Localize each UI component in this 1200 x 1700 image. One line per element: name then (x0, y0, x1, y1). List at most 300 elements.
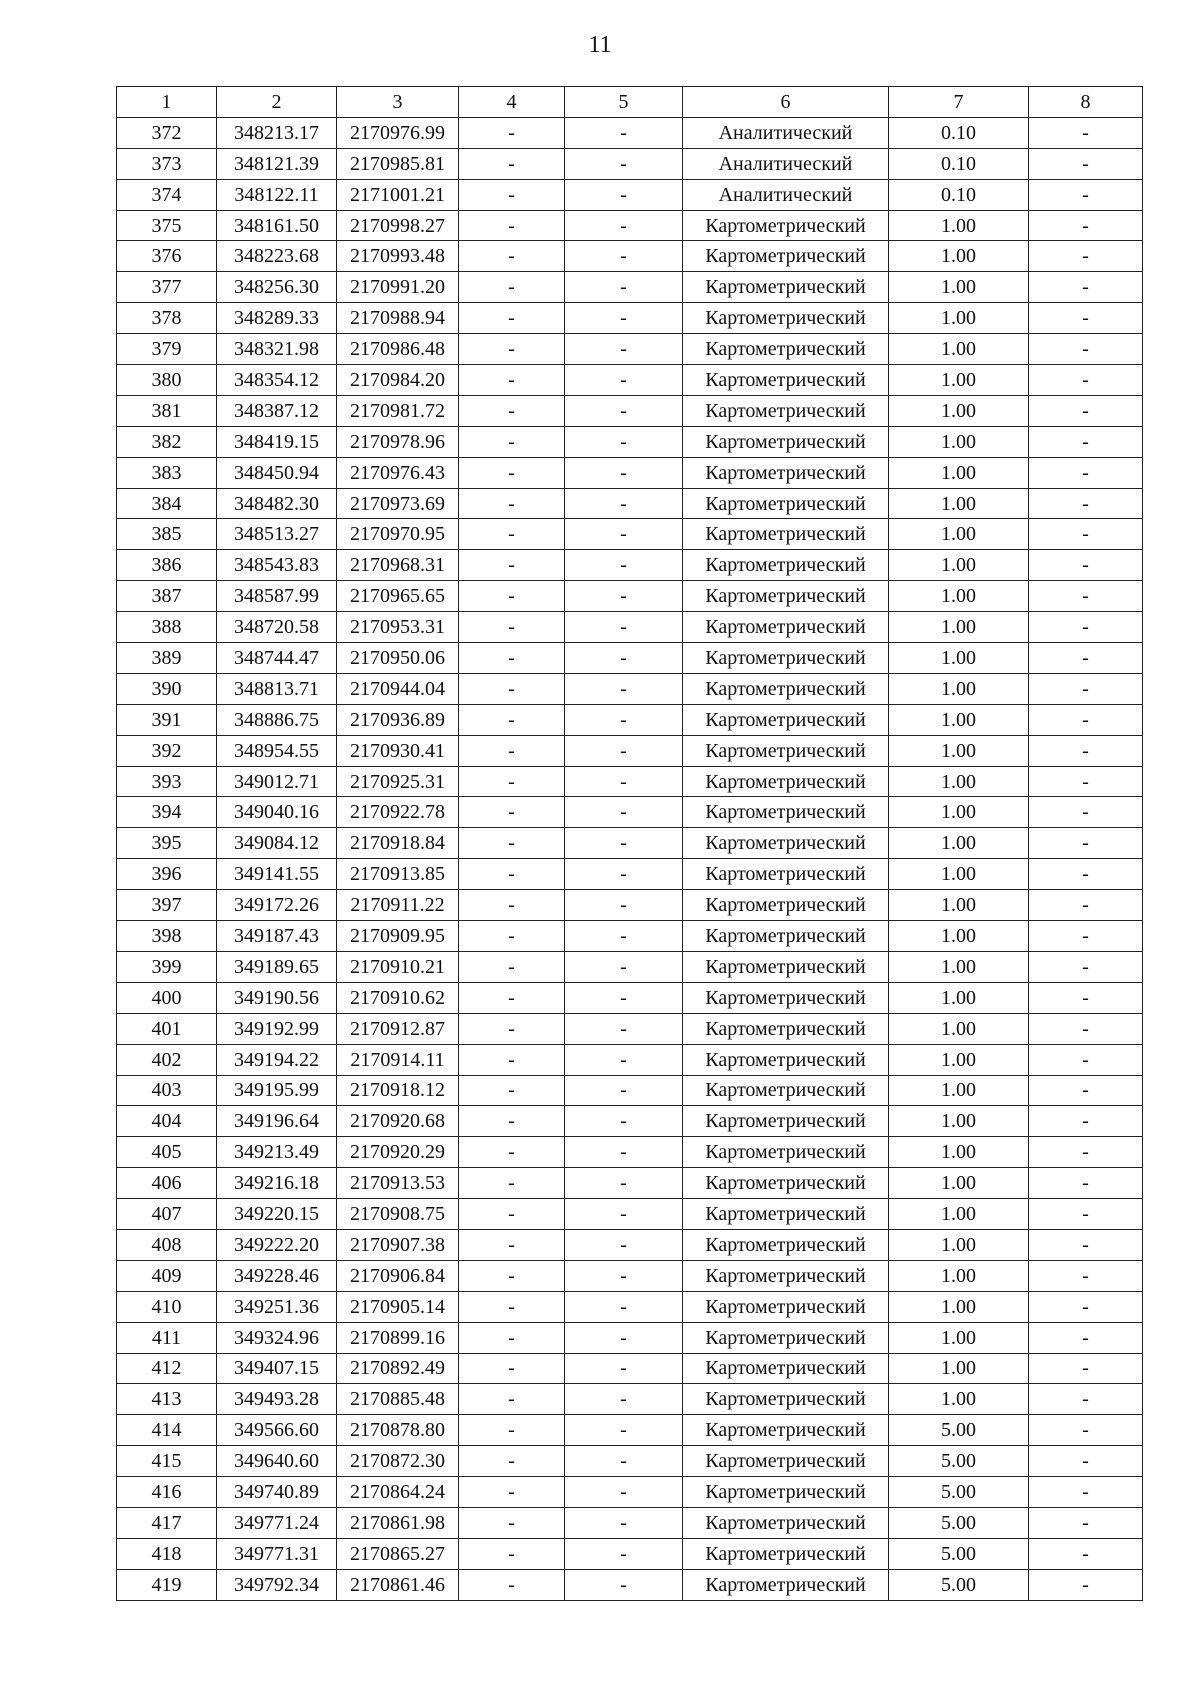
point-number-cell: 384 (117, 488, 217, 519)
method-cell: Картометрический (683, 1446, 889, 1477)
column-8-cell: - (1029, 581, 1143, 612)
point-number-cell: 397 (117, 890, 217, 921)
x-coordinate-cell: 349187.43 (217, 921, 337, 952)
point-number-cell: 400 (117, 982, 217, 1013)
table-row (117, 1569, 1143, 1600)
accuracy-cell: 1.00 (889, 1384, 1029, 1415)
y-coordinate-cell: 2170968.31 (337, 550, 459, 581)
y-coordinate-cell: 2170914.11 (337, 1044, 459, 1075)
column-8-cell: - (1029, 704, 1143, 735)
accuracy-cell: 1.00 (889, 241, 1029, 272)
x-coordinate-cell: 349040.16 (217, 797, 337, 828)
column-4-cell: - (459, 303, 565, 334)
accuracy-cell: 0.10 (889, 148, 1029, 179)
x-coordinate-cell: 348223.68 (217, 241, 337, 272)
table-row (117, 1260, 1143, 1291)
x-coordinate-cell: 349172.26 (217, 890, 337, 921)
column-8-cell: - (1029, 272, 1143, 303)
column-4-cell: - (459, 1260, 565, 1291)
column-4-cell: - (459, 395, 565, 426)
table-row (117, 148, 1143, 179)
point-number-cell: 389 (117, 643, 217, 674)
y-coordinate-cell: 2170970.95 (337, 519, 459, 550)
point-number-cell: 382 (117, 426, 217, 457)
accuracy-cell: 1.00 (889, 735, 1029, 766)
column-5-cell: - (565, 210, 683, 241)
x-coordinate-cell: 348419.15 (217, 426, 337, 457)
column-4-cell: - (459, 1075, 565, 1106)
accuracy-cell: 1.00 (889, 457, 1029, 488)
accuracy-cell: 1.00 (889, 581, 1029, 612)
method-cell: Картометрический (683, 1260, 889, 1291)
column-8-cell: - (1029, 643, 1143, 674)
accuracy-cell: 1.00 (889, 1322, 1029, 1353)
x-coordinate-cell: 349012.71 (217, 766, 337, 797)
column-5-cell: - (565, 303, 683, 334)
method-cell: Картометрический (683, 1168, 889, 1199)
column-4-cell: - (459, 1353, 565, 1384)
method-cell: Картометрический (683, 1106, 889, 1137)
x-coordinate-cell: 349771.24 (217, 1507, 337, 1538)
method-cell: Картометрический (683, 1384, 889, 1415)
column-4-cell: - (459, 365, 565, 396)
accuracy-cell: 1.00 (889, 488, 1029, 519)
column-8-cell: - (1029, 1075, 1143, 1106)
column-5-cell: - (565, 735, 683, 766)
accuracy-cell: 1.00 (889, 1168, 1029, 1199)
x-coordinate-cell: 348482.30 (217, 488, 337, 519)
column-5-cell: - (565, 1569, 683, 1600)
method-cell: Картометрический (683, 365, 889, 396)
point-number-cell: 377 (117, 272, 217, 303)
x-coordinate-cell: 349740.89 (217, 1477, 337, 1508)
accuracy-cell: 1.00 (889, 704, 1029, 735)
point-number-cell: 372 (117, 117, 217, 148)
column-5-cell: - (565, 1075, 683, 1106)
column-5-cell: - (565, 488, 683, 519)
x-coordinate-cell: 348256.30 (217, 272, 337, 303)
column-8-cell: - (1029, 612, 1143, 643)
accuracy-cell: 1.00 (889, 1229, 1029, 1260)
column-4-cell: - (459, 612, 565, 643)
accuracy-cell: 1.00 (889, 365, 1029, 396)
method-cell: Картометрический (683, 581, 889, 612)
column-4-cell: - (459, 766, 565, 797)
y-coordinate-cell: 2170998.27 (337, 210, 459, 241)
point-number-cell: 394 (117, 797, 217, 828)
method-cell: Картометрический (683, 890, 889, 921)
column-5-cell: - (565, 1477, 683, 1508)
method-cell: Картометрический (683, 334, 889, 365)
method-cell: Картометрический (683, 1229, 889, 1260)
method-cell: Картометрический (683, 303, 889, 334)
accuracy-cell: 1.00 (889, 519, 1029, 550)
x-coordinate-cell: 349084.12 (217, 828, 337, 859)
column-header: 7 (889, 87, 1029, 118)
column-4-cell: - (459, 951, 565, 982)
y-coordinate-cell: 2170936.89 (337, 704, 459, 735)
table-row (117, 643, 1143, 674)
point-number-cell: 413 (117, 1384, 217, 1415)
point-number-cell: 393 (117, 766, 217, 797)
method-cell: Картометрический (683, 1044, 889, 1075)
y-coordinate-cell: 2170865.27 (337, 1538, 459, 1569)
column-5-cell: - (565, 766, 683, 797)
column-5-cell: - (565, 1168, 683, 1199)
point-number-cell: 376 (117, 241, 217, 272)
table-row (117, 797, 1143, 828)
y-coordinate-cell: 2170885.48 (337, 1384, 459, 1415)
x-coordinate-cell: 348720.58 (217, 612, 337, 643)
method-cell: Картометрический (683, 1322, 889, 1353)
method-cell: Картометрический (683, 1569, 889, 1600)
x-coordinate-cell: 348450.94 (217, 457, 337, 488)
column-5-cell: - (565, 921, 683, 952)
point-number-cell: 383 (117, 457, 217, 488)
method-cell: Картометрический (683, 1538, 889, 1569)
column-header: 3 (337, 87, 459, 118)
column-8-cell: - (1029, 1044, 1143, 1075)
column-5-cell: - (565, 272, 683, 303)
method-cell: Картометрический (683, 612, 889, 643)
x-coordinate-cell: 348813.71 (217, 673, 337, 704)
column-4-cell: - (459, 519, 565, 550)
column-8-cell: - (1029, 1322, 1143, 1353)
column-4-cell: - (459, 1446, 565, 1477)
column-8-cell: - (1029, 1291, 1143, 1322)
column-8-cell: - (1029, 1013, 1143, 1044)
method-cell: Картометрический (683, 519, 889, 550)
table-row (117, 488, 1143, 519)
column-8-cell: - (1029, 1384, 1143, 1415)
table-row (117, 735, 1143, 766)
point-number-cell: 417 (117, 1507, 217, 1538)
accuracy-cell: 1.00 (889, 1199, 1029, 1230)
method-cell: Картометрический (683, 210, 889, 241)
accuracy-cell: 5.00 (889, 1569, 1029, 1600)
y-coordinate-cell: 2170993.48 (337, 241, 459, 272)
accuracy-cell: 0.10 (889, 117, 1029, 148)
y-coordinate-cell: 2170918.84 (337, 828, 459, 859)
accuracy-cell: 5.00 (889, 1538, 1029, 1569)
column-4-cell: - (459, 334, 565, 365)
x-coordinate-cell: 348161.50 (217, 210, 337, 241)
point-number-cell: 404 (117, 1106, 217, 1137)
x-coordinate-cell: 349324.96 (217, 1322, 337, 1353)
y-coordinate-cell: 2170986.48 (337, 334, 459, 365)
column-8-cell: - (1029, 117, 1143, 148)
table-row (117, 828, 1143, 859)
column-4-cell: - (459, 828, 565, 859)
column-8-cell: - (1029, 890, 1143, 921)
table-row (117, 365, 1143, 396)
method-cell: Картометрический (683, 1291, 889, 1322)
x-coordinate-cell: 349141.55 (217, 859, 337, 890)
table-row (117, 241, 1143, 272)
x-coordinate-cell: 349493.28 (217, 1384, 337, 1415)
column-5-cell: - (565, 828, 683, 859)
column-5-cell: - (565, 457, 683, 488)
column-8-cell: - (1029, 1106, 1143, 1137)
accuracy-cell: 1.00 (889, 334, 1029, 365)
point-number-cell: 379 (117, 334, 217, 365)
column-5-cell: - (565, 1322, 683, 1353)
x-coordinate-cell: 348886.75 (217, 704, 337, 735)
column-4-cell: - (459, 1291, 565, 1322)
column-8-cell: - (1029, 426, 1143, 457)
y-coordinate-cell: 2170965.65 (337, 581, 459, 612)
table-row (117, 1199, 1143, 1230)
column-8-cell: - (1029, 1137, 1143, 1168)
point-number-cell: 398 (117, 921, 217, 952)
table-row (117, 426, 1143, 457)
point-number-cell: 387 (117, 581, 217, 612)
x-coordinate-cell: 349190.56 (217, 982, 337, 1013)
column-8-cell: - (1029, 365, 1143, 396)
column-header: 5 (565, 87, 683, 118)
y-coordinate-cell: 2170905.14 (337, 1291, 459, 1322)
table-row (117, 766, 1143, 797)
accuracy-cell: 1.00 (889, 982, 1029, 1013)
column-4-cell: - (459, 982, 565, 1013)
table-body (117, 117, 1143, 1600)
x-coordinate-cell: 349771.31 (217, 1538, 337, 1569)
method-cell: Картометрический (683, 1199, 889, 1230)
point-number-cell: 374 (117, 179, 217, 210)
column-5-cell: - (565, 797, 683, 828)
point-number-cell: 415 (117, 1446, 217, 1477)
table-row (117, 1353, 1143, 1384)
column-5-cell: - (565, 1106, 683, 1137)
method-cell: Картометрический (683, 272, 889, 303)
accuracy-cell: 1.00 (889, 1353, 1029, 1384)
table-row (117, 1229, 1143, 1260)
column-8-cell: - (1029, 179, 1143, 210)
column-5-cell: - (565, 581, 683, 612)
point-number-cell: 412 (117, 1353, 217, 1384)
accuracy-cell: 1.00 (889, 612, 1029, 643)
y-coordinate-cell: 2170988.94 (337, 303, 459, 334)
column-4-cell: - (459, 1168, 565, 1199)
column-4-cell: - (459, 643, 565, 674)
y-coordinate-cell: 2171001.21 (337, 179, 459, 210)
column-5-cell: - (565, 951, 683, 982)
column-5-cell: - (565, 1415, 683, 1446)
x-coordinate-cell: 348387.12 (217, 395, 337, 426)
column-header: 2 (217, 87, 337, 118)
x-coordinate-cell: 349222.20 (217, 1229, 337, 1260)
y-coordinate-cell: 2170978.96 (337, 426, 459, 457)
table-header-row (117, 87, 1143, 118)
column-5-cell: - (565, 1538, 683, 1569)
table-row (117, 859, 1143, 890)
x-coordinate-cell: 348744.47 (217, 643, 337, 674)
column-4-cell: - (459, 272, 565, 303)
page-number: 11 (588, 32, 612, 58)
column-5-cell: - (565, 1013, 683, 1044)
column-8-cell: - (1029, 982, 1143, 1013)
x-coordinate-cell: 349251.36 (217, 1291, 337, 1322)
y-coordinate-cell: 2170976.43 (337, 457, 459, 488)
accuracy-cell: 1.00 (889, 210, 1029, 241)
method-cell: Картометрический (683, 1013, 889, 1044)
method-cell: Картометрический (683, 395, 889, 426)
column-5-cell: - (565, 550, 683, 581)
column-5-cell: - (565, 1137, 683, 1168)
column-5-cell: - (565, 1291, 683, 1322)
point-number-cell: 385 (117, 519, 217, 550)
column-8-cell: - (1029, 1168, 1143, 1199)
accuracy-cell: 1.00 (889, 1260, 1029, 1291)
y-coordinate-cell: 2170878.80 (337, 1415, 459, 1446)
accuracy-cell: 5.00 (889, 1415, 1029, 1446)
table-row (117, 1044, 1143, 1075)
x-coordinate-cell: 349189.65 (217, 951, 337, 982)
column-4-cell: - (459, 735, 565, 766)
column-8-cell: - (1029, 303, 1143, 334)
point-number-cell: 419 (117, 1569, 217, 1600)
point-number-cell: 391 (117, 704, 217, 735)
table-row (117, 1446, 1143, 1477)
point-number-cell: 399 (117, 951, 217, 982)
point-number-cell: 396 (117, 859, 217, 890)
table-row (117, 673, 1143, 704)
column-8-cell: - (1029, 457, 1143, 488)
table-row (117, 303, 1143, 334)
point-number-cell: 395 (117, 828, 217, 859)
y-coordinate-cell: 2170925.31 (337, 766, 459, 797)
table-row (117, 1322, 1143, 1353)
table-row (117, 612, 1143, 643)
method-cell: Аналитический (683, 179, 889, 210)
method-cell: Картометрический (683, 704, 889, 735)
accuracy-cell: 1.00 (889, 550, 1029, 581)
y-coordinate-cell: 2170910.62 (337, 982, 459, 1013)
method-cell: Аналитический (683, 148, 889, 179)
y-coordinate-cell: 2170913.53 (337, 1168, 459, 1199)
point-number-cell: 380 (117, 365, 217, 396)
column-5-cell: - (565, 1260, 683, 1291)
method-cell: Аналитический (683, 117, 889, 148)
column-8-cell: - (1029, 241, 1143, 272)
point-number-cell: 416 (117, 1477, 217, 1508)
point-number-cell: 403 (117, 1075, 217, 1106)
x-coordinate-cell: 348321.98 (217, 334, 337, 365)
x-coordinate-cell: 348122.11 (217, 179, 337, 210)
column-4-cell: - (459, 1538, 565, 1569)
x-coordinate-cell: 349640.60 (217, 1446, 337, 1477)
y-coordinate-cell: 2170950.06 (337, 643, 459, 674)
column-8-cell: - (1029, 334, 1143, 365)
y-coordinate-cell: 2170861.46 (337, 1569, 459, 1600)
column-5-cell: - (565, 117, 683, 148)
point-number-cell: 390 (117, 673, 217, 704)
column-8-cell: - (1029, 797, 1143, 828)
accuracy-cell: 1.00 (889, 766, 1029, 797)
table-row (117, 704, 1143, 735)
accuracy-cell: 1.00 (889, 951, 1029, 982)
table-row (117, 550, 1143, 581)
y-coordinate-cell: 2170981.72 (337, 395, 459, 426)
point-number-cell: 405 (117, 1137, 217, 1168)
y-coordinate-cell: 2170922.78 (337, 797, 459, 828)
accuracy-cell: 1.00 (889, 1075, 1029, 1106)
y-coordinate-cell: 2170984.20 (337, 365, 459, 396)
x-coordinate-cell: 349792.34 (217, 1569, 337, 1600)
table-row (117, 179, 1143, 210)
x-coordinate-cell: 348954.55 (217, 735, 337, 766)
column-5-cell: - (565, 859, 683, 890)
point-number-cell: 388 (117, 612, 217, 643)
column-5-cell: - (565, 519, 683, 550)
column-8-cell: - (1029, 1353, 1143, 1384)
x-coordinate-cell: 349213.49 (217, 1137, 337, 1168)
table-row (117, 581, 1143, 612)
y-coordinate-cell: 2170872.30 (337, 1446, 459, 1477)
method-cell: Картометрический (683, 457, 889, 488)
y-coordinate-cell: 2170910.21 (337, 951, 459, 982)
column-8-cell: - (1029, 1477, 1143, 1508)
column-5-cell: - (565, 982, 683, 1013)
column-4-cell: - (459, 241, 565, 272)
table-row (117, 1507, 1143, 1538)
point-number-cell: 373 (117, 148, 217, 179)
table-row (117, 951, 1143, 982)
column-5-cell: - (565, 1229, 683, 1260)
table-row (117, 1013, 1143, 1044)
column-4-cell: - (459, 1013, 565, 1044)
point-number-cell: 407 (117, 1199, 217, 1230)
accuracy-cell: 1.00 (889, 1044, 1029, 1075)
column-8-cell: - (1029, 859, 1143, 890)
column-4-cell: - (459, 1106, 565, 1137)
column-4-cell: - (459, 210, 565, 241)
column-8-cell: - (1029, 210, 1143, 241)
column-4-cell: - (459, 1477, 565, 1508)
column-4-cell: - (459, 859, 565, 890)
table-row (117, 457, 1143, 488)
column-5-cell: - (565, 241, 683, 272)
column-8-cell: - (1029, 488, 1143, 519)
x-coordinate-cell: 349194.22 (217, 1044, 337, 1075)
column-8-cell: - (1029, 921, 1143, 952)
column-5-cell: - (565, 1199, 683, 1230)
table-row (117, 1075, 1143, 1106)
point-number-cell: 375 (117, 210, 217, 241)
column-5-cell: - (565, 1507, 683, 1538)
table-row (117, 117, 1143, 148)
accuracy-cell: 1.00 (889, 1137, 1029, 1168)
x-coordinate-cell: 349566.60 (217, 1415, 337, 1446)
method-cell: Картометрический (683, 1137, 889, 1168)
column-5-cell: - (565, 395, 683, 426)
x-coordinate-cell: 348587.99 (217, 581, 337, 612)
accuracy-cell: 1.00 (889, 426, 1029, 457)
method-cell: Картометрический (683, 951, 889, 982)
table-row (117, 1384, 1143, 1415)
column-8-cell: - (1029, 550, 1143, 581)
accuracy-cell: 5.00 (889, 1507, 1029, 1538)
table-row (117, 272, 1143, 303)
point-number-cell: 409 (117, 1260, 217, 1291)
y-coordinate-cell: 2170908.75 (337, 1199, 459, 1230)
column-4-cell: - (459, 488, 565, 519)
y-coordinate-cell: 2170944.04 (337, 673, 459, 704)
point-number-cell: 411 (117, 1322, 217, 1353)
point-number-cell: 408 (117, 1229, 217, 1260)
column-4-cell: - (459, 704, 565, 735)
x-coordinate-cell: 349407.15 (217, 1353, 337, 1384)
